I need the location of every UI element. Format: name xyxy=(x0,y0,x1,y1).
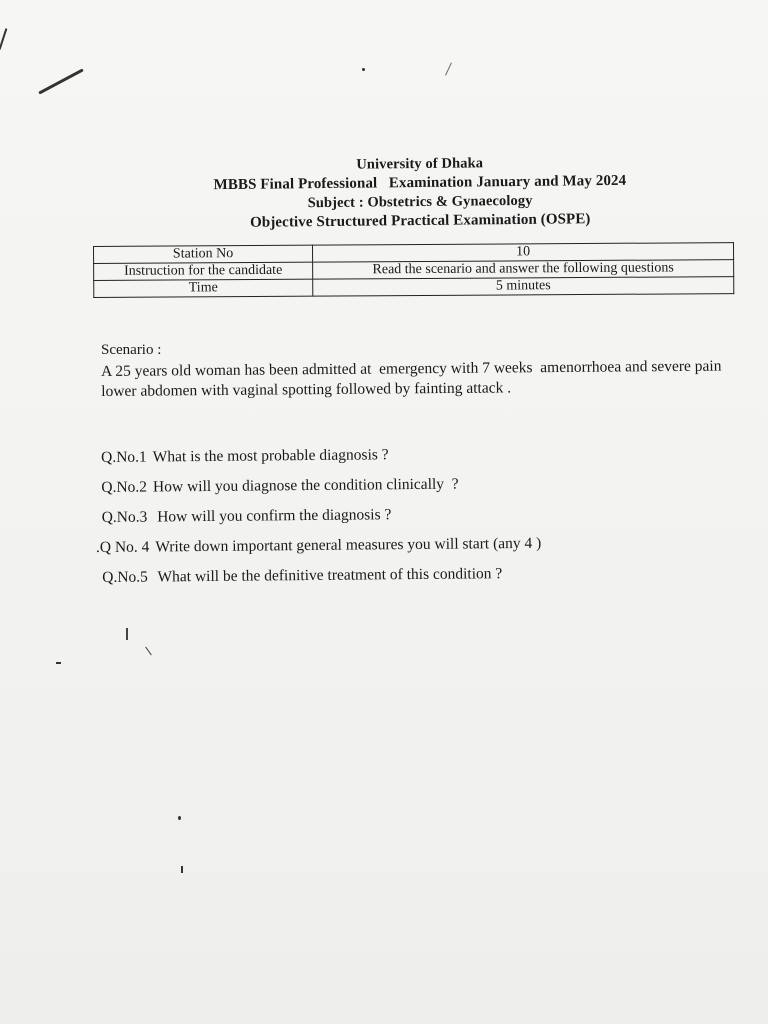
table-cell-label: Time xyxy=(94,279,313,297)
question-text: How will you confirm the diagnosis ? xyxy=(153,506,392,526)
table-cell-value: 5 minutes xyxy=(313,277,734,297)
pen-tick-top xyxy=(445,62,452,75)
question-text: What will be the definitive treatment of this condition ? xyxy=(153,565,503,586)
station-info-table xyxy=(93,242,734,298)
question-text: How will you diagnose the condition clinically ? xyxy=(152,475,459,496)
pen-squiggle xyxy=(126,628,128,640)
exam-type: Objective Structured Practical Examination (OSPE) xyxy=(250,211,591,231)
question-number: Q.No.5 xyxy=(102,568,148,586)
table-cell-label: Instruction for the candidate xyxy=(94,262,313,280)
question-number: Q.No.2 xyxy=(101,478,148,496)
question-number: .Q No. 4 xyxy=(95,538,150,557)
pen-mark-left-margin xyxy=(56,662,61,664)
pen-stroke-top-left xyxy=(38,68,84,94)
scenario-text: A 25 years old woman has been admitted at emergency with 7 weeks amenorrhoea and severe pain lower abdomen with vaginal spotting followed by fainting attack . xyxy=(101,357,726,400)
pen-dash-lower xyxy=(181,866,183,873)
table-cell-label: Station No xyxy=(94,245,313,263)
pen-mark-top-left xyxy=(0,28,7,50)
question-number: Q.No.1 xyxy=(101,448,147,466)
pen-dot-lower xyxy=(178,816,181,820)
question-text: Write down important general measures you will start (any 4 ) xyxy=(155,534,542,556)
table-cell-value: Read the scenario and answer the following questions xyxy=(313,260,734,280)
pen-dot-top xyxy=(362,68,365,71)
exam-header xyxy=(0,151,768,236)
pen-slash xyxy=(145,647,152,656)
university-name: University of Dhaka xyxy=(356,155,484,173)
list-item xyxy=(102,562,722,598)
question-list xyxy=(95,442,722,598)
scenario-heading: Scenario : xyxy=(101,342,162,358)
subject-line: Subject : Obstetrics & Gynaecology xyxy=(307,192,533,212)
table-row xyxy=(94,277,734,298)
question-text: What is the most probable diagnosis ? xyxy=(152,446,389,466)
exam-title: MBBS Final Professional Examination January and May 2024 xyxy=(213,172,627,194)
question-number: Q.No.3 xyxy=(101,508,148,526)
table-cell-value: 10 xyxy=(312,243,733,263)
